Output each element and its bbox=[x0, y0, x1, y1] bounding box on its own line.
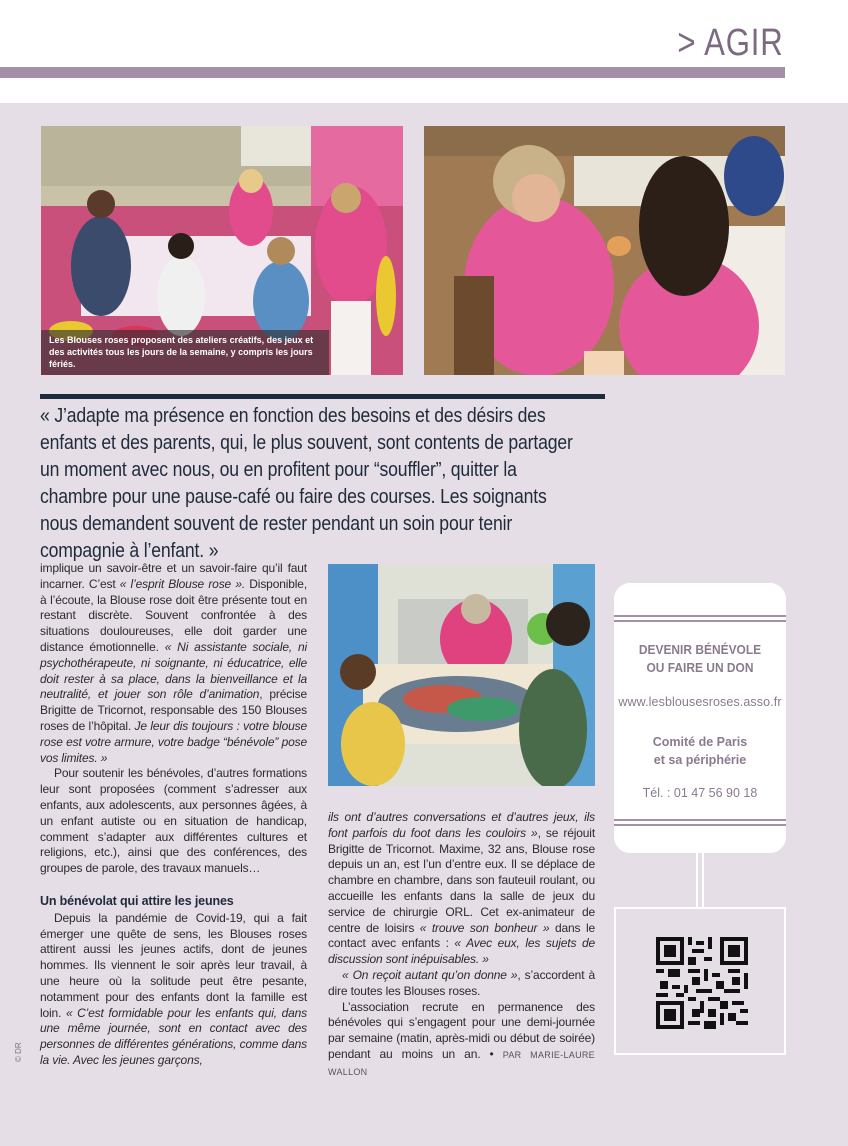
quote-run: « On reçoit autant qu’on donne » bbox=[342, 967, 518, 982]
text-run: , s’accordent à dire toutes les Blouses roses. bbox=[328, 967, 595, 998]
article-paragraph bbox=[40, 911, 307, 1069]
header-rule bbox=[0, 67, 785, 78]
quote-run: « Avec eux, les sujets de discussion sont inépuisables. » bbox=[328, 936, 595, 967]
article-paragraph bbox=[328, 1000, 595, 1081]
quote-run: « Ni assistante sociale, ni psychothérapeute, ni soignante, ni éducatrice, elle doit rester à sa place, dans la bienveillance et la neutralité, et jouer son rôle d’animation bbox=[40, 639, 307, 702]
quote-run: « trouve son bonheur » bbox=[419, 920, 550, 935]
text-run: L’association recrute en permanence des bénévoles qui s’engagent pour une demi-journée par semaine (matin, après-midi ou début de soirée) pendant au moins un an. • bbox=[328, 999, 595, 1061]
photo-credit: © DR bbox=[14, 1042, 23, 1062]
decorative-lines bbox=[614, 819, 786, 829]
subheading: Un bénévolat qui attire les jeunes bbox=[40, 893, 234, 908]
quote-run: « l’esprit Blouse rose ». bbox=[119, 576, 246, 591]
photo-workshop bbox=[41, 126, 403, 375]
text-run: , précise Brigitte de Tricornot, responsable des 150 Blouses roses de l’hôpital. bbox=[40, 687, 307, 733]
committee-line: Comité de Paris bbox=[652, 735, 748, 749]
committee-name bbox=[614, 733, 786, 769]
article-column-1 bbox=[40, 561, 307, 1069]
text-run: Disponible, à l’écoute, la Blouse rose doit être présente tout en restant discrète. Souvent confrontée à des situations douloureuses, elle doit garder une distance émotionnelle. bbox=[40, 576, 307, 654]
cta-line: OU FAIRE UN DON bbox=[646, 660, 754, 675]
article-paragraph bbox=[40, 561, 307, 766]
volunteer-girl-illustration bbox=[424, 126, 785, 375]
article-paragraph: Pour soutenir les bénévoles, d’autres formations leur sont proposées (comment s’adresser aux enfants, aux adolescents, aux personnes âgées, à un enfant autiste ou en situation de handicap, comment s’adapter aux différentes cultures et religions, etc.), ainsi que des conférences, des groupes de parole, des travaux manuels… bbox=[40, 766, 307, 876]
photo-playroom bbox=[328, 564, 595, 786]
quote-run: Je leur dis toujours : votre blouse rose est votre armure, votre badge “bénévole” pose vos limites. » bbox=[40, 718, 307, 765]
committee-line: et sa périphérie bbox=[653, 753, 747, 767]
volunteer-card bbox=[614, 583, 786, 853]
card-connector bbox=[696, 853, 704, 907]
photo-caption: Les Blouses roses proposent des ateliers créatifs, des jeux et des activités tous les jours de la semaine, y compris les jours fériés. bbox=[41, 330, 329, 375]
qr-code-icon[interactable] bbox=[656, 937, 748, 1029]
section-label: > AGIR bbox=[677, 22, 784, 64]
qr-box bbox=[614, 907, 786, 1055]
text-run: , se réjouit Brigitte de Tricornot. Maxime, 32 ans, Blouse rose depuis un an, est l’un d’entre eux. Il se déplace de chambre en chambre, dans son fauteuil roulant, ou accueille les enfants dans la salle de jeux du service de chirurgie ORL. Cet ex-animateur de centre de loisirs bbox=[328, 825, 596, 935]
phone-number: Tél. : 01 47 56 90 18 bbox=[642, 786, 758, 800]
quote-run: « C’est formidable pour les enfants qui, dans une même journée, sont en contact avec des personnes de différentes générations, comme dans la vie. Avec les jeunes garçons, bbox=[40, 1005, 307, 1067]
text-run: Depuis la pandémie de Covid-19, qui a fait émerger une quête de sens, les Blouses roses attirent aussi les jeunes actifs, dont de jeunes hommes. Ils viennent le soir après leur travail, à une heure où la solitude peut être pesante, notamment pour des enfants dont la famille est loin. bbox=[40, 910, 307, 1020]
text-run: dans le contact avec enfants : bbox=[328, 920, 595, 951]
sidebar bbox=[614, 583, 786, 853]
quote-run: ils ont d’autres conversations et d’autres jeux, ils font parfois du foot dans les couloirs » bbox=[328, 810, 595, 840]
article-paragraph bbox=[328, 810, 595, 968]
cta-line: DEVENIR BÉNÉVOLE bbox=[638, 642, 762, 657]
byline: PAR MARIE-LAURE WALLON bbox=[328, 1049, 595, 1077]
decorative-lines bbox=[614, 615, 786, 625]
playroom-illustration bbox=[328, 564, 595, 786]
text-run: implique un savoir-être et un savoir-faire qu’il faut incarner. C’est bbox=[40, 561, 307, 591]
photo-volunteer-girl bbox=[424, 126, 785, 375]
pull-quote: « J’adapte ma présence en fonction des besoins et des désirs des enfants et des parents, qui, le plus souvent, sont contents de partager un moment avec nous, ou en profitent pour “souffler”, quitter la chambre pour une pause-café ou faire des courses. Les soignants nous demandent souvent de rester pendant un soin pour tenir compagnie à l’enfant. » bbox=[40, 404, 573, 562]
quote-rule bbox=[40, 394, 605, 399]
article-paragraph bbox=[328, 968, 595, 1000]
article-column-2 bbox=[328, 810, 595, 1081]
volunteer-cta bbox=[621, 641, 779, 677]
website-link[interactable]: www.lesblousesroses.asso.fr bbox=[618, 695, 782, 709]
